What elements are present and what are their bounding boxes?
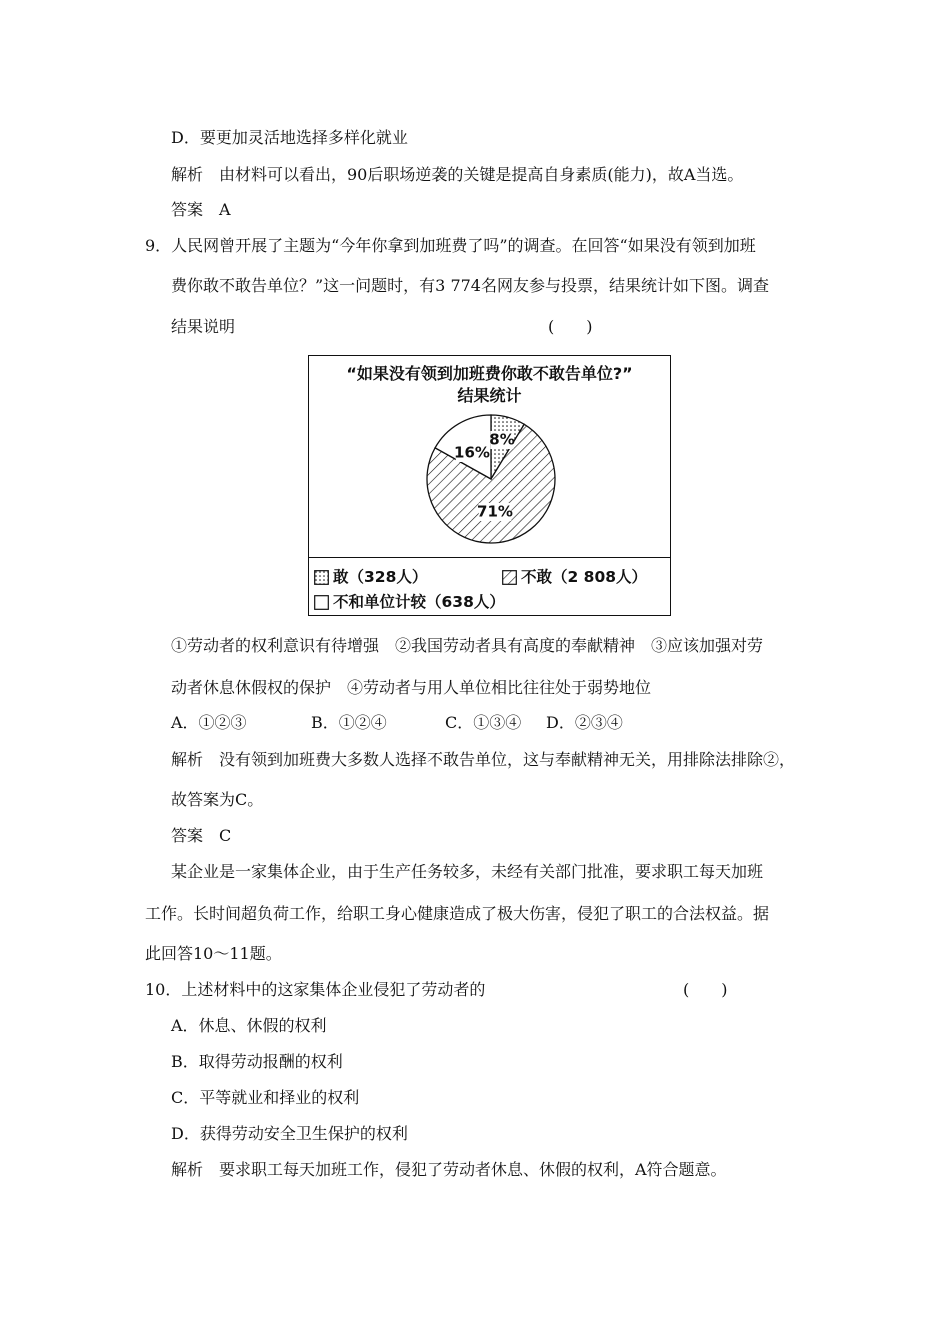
legend-swatch-blank [314,595,329,610]
pie-label-dots: 8% [489,430,515,449]
pie-chart [309,356,669,556]
chart-subtitle: 结果统计 [457,386,522,405]
q9-option-a: A．①②③ [171,713,247,732]
material-line3: 此回答10～11题。 [145,944,282,963]
q9-statements-line2: 动者休息休假权的保护 ④劳动者与用人单位相比往往处于弱势地位 [171,678,652,697]
legend-swatch-hatch [502,570,517,585]
q9-stem-line3: 结果说明 [171,317,236,336]
pie-label-blank: 16% [454,443,490,462]
q8-analysis: 解析 由材料可以看出，90后职场逆袭的关键是提高自身素质(能力)，故A当选。 [171,165,744,184]
q9-answer-paren: ( ) [548,317,593,336]
q8-option-d: D．要更加灵活地选择多样化就业 [171,128,408,147]
q9-answer: 答案 C [171,826,232,845]
pie-chart-figure [308,355,671,616]
q8-answer: 答案 A [171,200,231,219]
q10-option-c: C．平等就业和择业的权利 [171,1088,360,1107]
legend-item-dare [314,567,427,587]
legend-swatch-dots [314,570,329,585]
q9-statements-line1: ①劳动者的权利意识有待增强 ②我国劳动者具有高度的奉献精神 ③应该加强对劳 [171,636,764,655]
q10-option-a: A．休息、休假的权利 [171,1016,327,1035]
q10-option-b: B．取得劳动报酬的权利 [171,1052,343,1071]
q10-answer-paren: ( ) [683,980,728,999]
legend-item-no-dispute [314,592,505,612]
legend-label-no-dispute: 不和单位计较（638人） [333,593,505,611]
legend-divider [309,557,670,558]
q9-option-d: D．②③④ [546,713,623,732]
q9-analysis-line2: 故答案为C。 [171,790,264,809]
q9-stem-line1: 9．人民网曾开展了主题为“今年你拿到加班费了吗”的调查。在回答“如果没有领到加班 [145,236,756,255]
legend-label-dare: 敢（328人） [333,568,428,586]
legend-label-dare-not: 不敢（2 808人） [521,568,648,586]
q10-option-d: D．获得劳动安全卫生保护的权利 [171,1124,408,1143]
material-line1: 某企业是一家集体企业，由于生产任务较多，未经有关部门批准，要求职工每天加班 [171,862,764,881]
q9-analysis-line1: 解析 没有领到加班费大多数人选择不敢告单位，这与奉献精神无关，用排除法排除②， [171,750,796,769]
q10-analysis: 解析 要求职工每天加班工作，侵犯了劳动者休息、休假的权利，A符合题意。 [171,1160,727,1179]
q10-stem: 10．上述材料中的这家集体企业侵犯了劳动者的 [145,980,486,999]
pie-label-hatch: 71% [477,502,513,521]
chart-title: “如果没有领到加班费你敢不敢告单位?” [346,364,633,383]
legend-item-dare-not [502,567,647,587]
material-line2: 工作。长时间超负荷工作，给职工身心健康造成了极大伤害，侵犯了职工的合法权益。据 [145,904,770,923]
q9-stem-line2: 费你敢不敢告单位？”这一问题时，有3 774名网友参与投票，结果统计如下图。调查 [171,276,769,295]
q9-option-c: C．①③④ [445,713,522,732]
q9-option-b: B．①②④ [311,713,387,732]
